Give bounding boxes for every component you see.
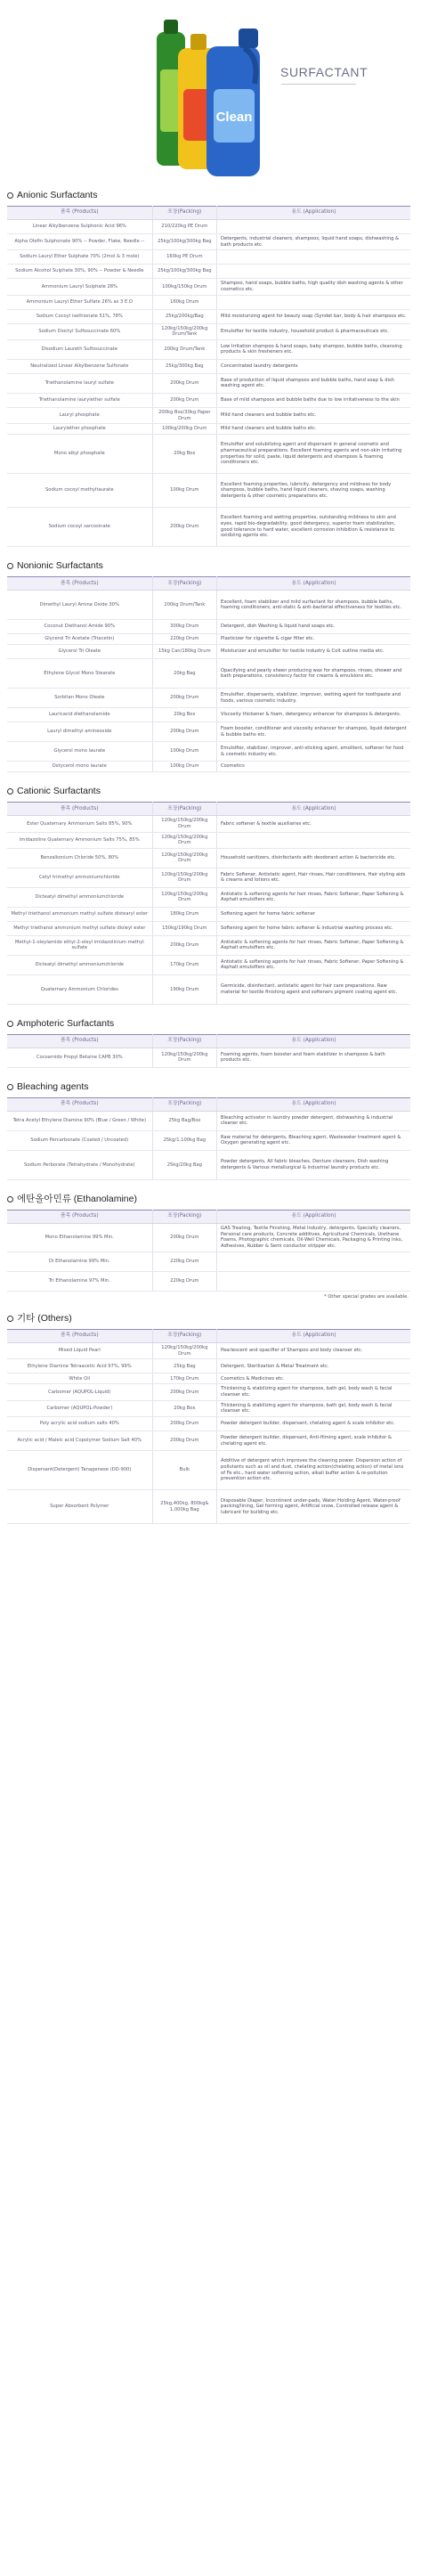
table-row <box>7 220 410 234</box>
section-title <box>7 1017 410 1031</box>
packing-info: 200kg Drum <box>152 373 216 393</box>
product-name: Methyl triethanol ammonium methyl sulfate dioleyl ester <box>7 921 152 935</box>
table-header-row <box>7 803 410 816</box>
table-row <box>7 708 410 722</box>
application-info: Foaming agents, foam booster and foam stabilizer in shampoos & bath products etc. <box>217 1048 410 1067</box>
product-name: Mono Ethanolamine 99% Min. <box>7 1223 152 1251</box>
product-name: Quaternary Ammonium Chlorides <box>7 974 152 1004</box>
product-name: Sodium Percarbonate (Coated / Uncoated) <box>7 1130 152 1150</box>
product-name: Sodium cocoyl methyltaurate <box>7 474 152 508</box>
section-title <box>7 189 410 202</box>
packing-info: 300kg Drum <box>152 620 216 634</box>
packing-info: 200kg Drum <box>152 508 216 547</box>
title-underline <box>281 84 356 85</box>
packing-info: 160kg Drum <box>152 295 216 309</box>
application-info: Viscosity thickener & foam, detergency enhancer for shampoos & detergents. <box>217 708 410 722</box>
section-title <box>7 559 410 573</box>
packing-info: 120kg/150kg/200kg Drum <box>152 868 216 887</box>
table-row <box>7 474 410 508</box>
application-info: Detergents, industrial cleaners, shampoos, liquid hand soaps, dishwashing & bath products etc. <box>217 234 410 250</box>
packing-info: 200kg Box/30kg Paper Drum <box>152 407 216 423</box>
header-products: 품목 (Products) <box>7 1034 152 1048</box>
product-name: Carbomer (AQUPOL-Liquid) <box>7 1384 152 1400</box>
application-info: Excellent foaming properties, lubricity, detergency and mildness for body shampoos, bubble baths, hand liquid cleaners, shaving soaps, washing detergents & other cosmetic preparations etc. <box>217 474 410 508</box>
table-row <box>7 620 410 634</box>
header-packing: 포장(Packing) <box>152 207 216 220</box>
hero-banner <box>0 0 421 189</box>
packing-info: 15kg Can/180kg Drum <box>152 645 216 659</box>
packing-info: 120kg/150kg/200kg Drum/Tank <box>152 323 216 339</box>
application-info: Powder detergent builder, dispersant, Anti-filming agent, scale inhibitor & chelating agent etc. <box>217 1431 410 1451</box>
application-info: Cosmetics & Medicines etc. <box>217 1374 410 1384</box>
application-info: Emulsifier, stabilizer, improver, anti-sticking agent, emollient, softener for food & cosmetic industry etc. <box>217 742 410 762</box>
product-name: Oxtycerol mono laurate <box>7 762 152 772</box>
application-info: Mild hand cleaners and bubble baths etc. <box>217 407 410 423</box>
table-row <box>7 1400 410 1416</box>
product-name: Sodium Dioctyl Sulfosuccinate 60% <box>7 323 152 339</box>
table-row <box>7 645 410 659</box>
section-title-text: Cationic Surfactants <box>17 786 101 797</box>
application-info: Moisturizer and emulsifier for textile industry & Colt outline media etc. <box>217 645 410 659</box>
application-info: Household sanitizers, disinfectants with deodorant action & bactericide etc. <box>217 848 410 868</box>
product-name: Glycerol Tri Oleate <box>7 645 152 659</box>
product-name: Lauryl phosphate <box>7 407 152 423</box>
section-title <box>7 1312 410 1325</box>
packing-info: 180kg Drum <box>152 907 216 921</box>
packing-info: 220kg Drum <box>152 634 216 645</box>
product-name: Disodium Laureth Sulfosuccinate <box>7 339 152 359</box>
table-row <box>7 742 410 762</box>
bottle-label-clean: Clean <box>215 110 253 125</box>
application-info: Low Irritation shampoo & hand soaps, baby shampoo, bubble baths, cleansing products & skin fresheners etc. <box>217 339 410 359</box>
product-table <box>7 1097 410 1180</box>
header-application: 용도 (Application) <box>217 577 410 591</box>
application-info <box>217 832 410 848</box>
table-row <box>7 1223 410 1251</box>
product-name: Ester Quaternary Ammonium Salts 85%, 90% <box>7 816 152 832</box>
section <box>7 785 410 1005</box>
table-row <box>7 359 410 373</box>
packing-info: 25kg/100kg/300kg Bag <box>152 265 216 279</box>
product-name: Mono alkyl phosphate <box>7 435 152 474</box>
table-row <box>7 234 410 250</box>
product-name: Dicteatyl dimethyl ammoniumchloride <box>7 887 152 907</box>
packing-info: 120kg/150kg/200kg Drum <box>152 1048 216 1067</box>
product-name: Imidazoline Quaternary Ammonium Salts 75%, 85% <box>7 832 152 848</box>
product-name: Sodium Cocoyl isethionate 51%, 78% <box>7 309 152 323</box>
header-application: 용도 (Application) <box>217 1330 410 1343</box>
table-row <box>7 295 410 309</box>
header-application: 용도 (Application) <box>217 1034 410 1048</box>
product-name: Coconut Diethanol Amide 90% <box>7 620 152 634</box>
packing-info: 100kg Drum <box>152 762 216 772</box>
packing-info: 100kg Drum <box>152 742 216 762</box>
table-row <box>7 339 410 359</box>
footnote: * Other special grades are available. <box>324 1293 409 1300</box>
packing-info: 170kg Drum <box>152 955 216 974</box>
table-row <box>7 1343 410 1359</box>
table-row <box>7 974 410 1004</box>
table-row <box>7 591 410 620</box>
packing-info: 200kg Drum <box>152 935 216 955</box>
application-info: Cosmetics <box>217 762 410 772</box>
application-info: Antistatic & softening agents for hair rinses, Fabric Softener, Paper Softening & Asphalt emulsifiers etc. <box>217 935 410 955</box>
section-title <box>7 1193 410 1206</box>
product-name: Sorbitan Mono Oleate <box>7 689 152 708</box>
header-products: 품목 (Products) <box>7 1330 152 1343</box>
product-name: Ethylene Diamine Tetraacetic Acid 97%, 99% <box>7 1359 152 1374</box>
table-row <box>7 1251 410 1271</box>
packing-info: 200kg Drum <box>152 1223 216 1251</box>
application-info: Powder detergents, All fabric bleaches, Denture cleansers, Dish washing detergents & Various metallurgical & industrial laundry products etc. <box>217 1150 410 1179</box>
packing-info: 200kg Drum/Tank <box>152 339 216 359</box>
header-products: 품목 (Products) <box>7 207 152 220</box>
product-name: Ethylene Glycol Mono Stearate <box>7 659 152 689</box>
application-info: Shampoo, hand soaps, bubble baths, high quality dish washing agents & other cosmetics etc. <box>217 279 410 295</box>
product-name: Glycerol mono laurate <box>7 742 152 762</box>
section-title-text: Anionic Surfactants <box>17 189 98 200</box>
section-title <box>7 1080 410 1094</box>
table-row <box>7 393 410 407</box>
header-application: 용도 (Application) <box>217 803 410 816</box>
product-name: Ammonium Lauryl Sulphate 28% <box>7 279 152 295</box>
page-title: SURFACTANT <box>280 65 368 79</box>
packing-info: 100kg Drum <box>152 474 216 508</box>
table-header-row <box>7 207 410 220</box>
packing-info: 25kg/1,100kg Bag <box>152 1130 216 1150</box>
product-table <box>7 1210 410 1292</box>
product-name: Sodium Perborate (Tetrahydrate / Monohydrate) <box>7 1150 152 1179</box>
circle-bullet-icon <box>7 1084 13 1090</box>
packing-info: 25kg/100kg/300kg Bag <box>152 234 216 250</box>
application-info: Additive of detergent which improves the cleaning power. Dispersion action of pollutants such as oil and dust, chelating action(chelating action) of metal ions of Fe etc., hard water softening action, alkali buffer action & re-pollution prevention action etc. <box>217 1451 410 1490</box>
packing-info: 200kg Drum <box>152 689 216 708</box>
packing-info: 20kg Box <box>152 435 216 474</box>
section-title-text: Bleaching agents <box>17 1080 89 1092</box>
product-name: Ammonium Lauryl Ether Sulfate 26% as 3 E.O <box>7 295 152 309</box>
table-row <box>7 762 410 772</box>
packing-info: 200kg Drum <box>152 1417 216 1431</box>
header-packing: 포장(Packing) <box>152 1034 216 1048</box>
header-packing: 포장(Packing) <box>152 1330 216 1343</box>
packing-info: 190kg Drum <box>152 974 216 1004</box>
packing-info: 100kg/200kg Drum <box>152 424 216 435</box>
table-row <box>7 848 410 868</box>
product-table <box>7 1034 410 1068</box>
product-name: Super Absorbent Polymer <box>7 1490 152 1524</box>
packing-info: 25kg Bag/Box <box>152 1111 216 1130</box>
table-row <box>7 1490 410 1524</box>
product-table <box>7 206 410 547</box>
header-packing: 포장(Packing) <box>152 577 216 591</box>
product-name: Triethanolamine laurylether sulfate <box>7 393 152 407</box>
product-name: Laurylether phosphate <box>7 424 152 435</box>
product-name: Dispersant(Detergent) Tanagenese (DD-900) <box>7 1451 152 1490</box>
table-header-row <box>7 1330 410 1343</box>
application-info: Raw material for detergents, Bleaching agent, Wastewater treatment agent & Oxygen generating agent etc. <box>217 1130 410 1150</box>
product-name: Dimethyl Lauryl Amine Oxide 30% <box>7 591 152 620</box>
table-row <box>7 1150 410 1179</box>
application-info: Pearlescent and opacifier of Shampoo and body cleanser etc. <box>217 1343 410 1359</box>
product-name: Triethanolamine lauryl sulfate <box>7 373 152 393</box>
product-name: Lauryl dimethyl amineoxide <box>7 722 152 742</box>
product-name: Alpha Olefin Sulphonate 90% -- Powder, Flake, Needle -- <box>7 234 152 250</box>
application-info: Fabric Softener, Antistatic agent, Hair rinses, Hair conditioners, Hair styling aids & creams and lotions etc. <box>217 868 410 887</box>
product-name: Mixed Liquid Pearl <box>7 1343 152 1359</box>
circle-bullet-icon <box>7 1196 13 1202</box>
section <box>7 1312 410 1524</box>
packing-info: 120kg/150kg/200kg Drum <box>152 887 216 907</box>
header-packing: 포장(Packing) <box>152 1097 216 1111</box>
table-row <box>7 1451 410 1490</box>
application-info: Powder detergent builder, dispersant, chelating agent & scale inhibitor etc. <box>217 1417 410 1431</box>
product-name: Poly acrylic acid sodium salts 40% <box>7 1417 152 1431</box>
application-info: Mild moisturizing agent for beauty soap (Syndet bar, body & hair shampoos etc. <box>217 309 410 323</box>
circle-bullet-icon <box>7 1021 13 1027</box>
table-row <box>7 921 410 935</box>
product-name: Di Ethanolamine 99% Min. <box>7 1251 152 1271</box>
application-info: Detergent, Sterilization & Metal Treatment etc. <box>217 1359 410 1374</box>
packing-info: 100kg/150kg Drum <box>152 279 216 295</box>
product-name: Methyl-1-oleylamido ethyl-2-oleyl imidazolinium methyl sulfate <box>7 935 152 955</box>
packing-info: 25kg/20kg Bag <box>152 1150 216 1179</box>
packing-info: 25kg Bag <box>152 1359 216 1374</box>
section <box>7 1080 410 1180</box>
application-info <box>217 265 410 279</box>
application-info: Foam booster, conditioner and viscosity enhancer for shampoo, liquid detergent & bubble baths etc. <box>217 722 410 742</box>
table-row <box>7 1111 410 1130</box>
product-name: Sodium Lauryl Ether Sulphate 70% (2mol & 3 mole) <box>7 250 152 265</box>
detergent-bottles-image <box>151 7 276 185</box>
application-info: Emulsifier and solubilizing agent and dispersant in general cosmetic and pharmaceutical preparations. Excellent foaming agents and non-skin irritating properties for solid, paste, liquid detergents and shampoos & foaming conditioners etc. <box>217 435 410 474</box>
packing-info: 120kg/150kg/200kg Drum <box>152 1343 216 1359</box>
packing-info: 220kg Drum <box>152 1251 216 1271</box>
table-header-row <box>7 1034 410 1048</box>
table-row <box>7 373 410 393</box>
table-row <box>7 1048 410 1067</box>
table-header-row <box>7 1097 410 1111</box>
section-title <box>7 785 410 798</box>
table-header-row <box>7 1210 410 1223</box>
application-info: Thickening & stabilizing agent for shampoos, bath gel, body wash & facial cleanser etc. <box>217 1400 410 1416</box>
application-info <box>217 1251 410 1271</box>
table-row <box>7 816 410 832</box>
product-name: Sodium Alcohol Sulphate 30%, 90% -- Powder & Needle <box>7 265 152 279</box>
application-info: Base of mild shampoos and bubble baths due to low irritativeness to the skin <box>217 393 410 407</box>
circle-bullet-icon <box>7 563 13 569</box>
application-info: Softening agent for home fabric softener <box>217 907 410 921</box>
section-title-text: 기타 (Others) <box>17 1312 72 1324</box>
packing-info: 200kg Drum <box>152 1384 216 1400</box>
application-info: Germicide, disinfectant, antistatic agent for hair care preparations. Raw material for textile finishing agent and softeners pigment coating agent etc. <box>217 974 410 1004</box>
table-row <box>7 407 410 423</box>
table-row <box>7 659 410 689</box>
application-info: Detergent, dish Washing & liquid hand soaps etc. <box>217 620 410 634</box>
packing-info: 20kg Box <box>152 1400 216 1416</box>
application-info <box>217 250 410 265</box>
application-info <box>217 295 410 309</box>
packing-info: 200kg Drum/Tank <box>152 591 216 620</box>
table-row <box>7 508 410 547</box>
packing-info: 200kg Drum <box>152 393 216 407</box>
product-name: Cetyl trimethyl ammoniumchloride <box>7 868 152 887</box>
product-name: Carbomer (AQUPOL-Powder) <box>7 1400 152 1416</box>
packing-info: 150kg/190kg Drum <box>152 921 216 935</box>
packing-info: 160kg PE Drum <box>152 250 216 265</box>
product-name: Lauricacid diethanolamide <box>7 708 152 722</box>
application-info: Thickening & stabilizing agent for shampoos, bath gel, body wash & facial cleanser etc. <box>217 1384 410 1400</box>
header-application: 용도 (Application) <box>217 1210 410 1223</box>
application-info <box>217 1271 410 1291</box>
packing-info: 25kg,400kg, 800kg& 1,000kg Bag <box>152 1490 216 1524</box>
application-info: Concentrated laundry detergents <box>217 359 410 373</box>
header-products: 품목 (Products) <box>7 803 152 816</box>
packing-info: 210/220kg PE Drum <box>152 220 216 234</box>
application-info: Base of production of liquid shampoos and bubble baths, hand soap & dish washing agent etc. <box>217 373 410 393</box>
table-row <box>7 955 410 974</box>
circle-bullet-icon <box>7 192 13 199</box>
circle-bullet-icon <box>7 788 13 795</box>
table-row <box>7 907 410 921</box>
application-info: Excellent, foam stabilizer and mild surfactant for shampoos, bubble baths, foaming conditioners, anti-static & anti-bacterial effectiveness for textiles etc. <box>217 591 410 620</box>
table-row <box>7 1374 410 1384</box>
application-info: Excellent foaming and wetting properties, outstanding mildness to skin and eyes, rapid bio-degradability, good detergency, superior foam stabilization, good tolerance to hard water, excellent corrosion inhibition & resistance to oxidizing agents etc. <box>217 508 410 547</box>
application-info <box>217 220 410 234</box>
application-info: Antistatic & softening agents for hair rinses, Fabric Softener, Paper Softening & Asphalt emulsifiers etc. <box>217 887 410 907</box>
table-row <box>7 279 410 295</box>
section-title-text: Nonionic Surfactants <box>17 560 103 572</box>
packing-info: 120kg/150kg/200kg Drum <box>152 848 216 868</box>
table-row <box>7 1359 410 1374</box>
section-title-text: Amphoteric Surfactants <box>17 1017 115 1029</box>
application-info: Emulsifier for textile industry, household product & pharmaceuticals etc. <box>217 323 410 339</box>
packing-info: 220kg Drum <box>152 1271 216 1291</box>
application-info: Emulsifier, dispersants, stabilizer, improver, wetting agent for toothpaste and foods, various cosmetic industry. <box>217 689 410 708</box>
product-table <box>7 576 410 772</box>
product-name: Acrylic acid / Maleic acid Copolymer Sodium Salt 40% <box>7 1431 152 1451</box>
product-name: Benzalkonium Chloride 50%, 80% <box>7 848 152 868</box>
packing-info: 25kg/300kg Bag <box>152 359 216 373</box>
product-name: Neutralized Linear Alkylbenzene Sulfonate <box>7 359 152 373</box>
product-table <box>7 1329 410 1524</box>
application-info: Bleaching activator in laundry powder detergent, dishwashing & industrial cleaner etc. <box>217 1111 410 1130</box>
product-name: Glycerol Tri Acetate (Triacetin) <box>7 634 152 645</box>
application-info: Opacifying and pearly sheen producing wax for shampoos, rinses, shower and bath preparations, consistency factor for creams & emulsions etc. <box>217 659 410 689</box>
table-row <box>7 832 410 848</box>
packing-info: 120kg/150kg/200kg Drum <box>152 816 216 832</box>
section <box>7 559 410 772</box>
header-products: 품목 (Products) <box>7 1097 152 1111</box>
table-row <box>7 1130 410 1150</box>
product-name: Cocoamido Propyl Betaine CAPB 30% <box>7 1048 152 1067</box>
section <box>7 1017 410 1068</box>
packing-info: 170kg Drum <box>152 1374 216 1384</box>
table-row <box>7 1417 410 1431</box>
packing-info: 200kg Drum <box>152 1431 216 1451</box>
packing-info: 25kg/200kg/Bag <box>152 309 216 323</box>
table-row <box>7 323 410 339</box>
product-name: Methyl triethanol ammonium methyl sulfate distearyl ester <box>7 907 152 921</box>
packing-info: 20kg Bag <box>152 659 216 689</box>
header-packing: 포장(Packing) <box>152 1210 216 1223</box>
table-row <box>7 435 410 474</box>
product-name: Linear Alkylbenzene Sulphonic Acid 96% <box>7 220 152 234</box>
product-name: Tetra Acetyl Ethylene Diamine 90% (Blue / Green / White) <box>7 1111 152 1130</box>
table-row <box>7 250 410 265</box>
packing-info: 20kg Box <box>152 708 216 722</box>
packing-info: 200kg Drum <box>152 722 216 742</box>
application-info: Fabric softener & textile auxiliaries etc. <box>217 816 410 832</box>
application-info: Antistatic & softening agents for hair rinses, Fabric Softener, Paper Softening & Asphalt emulsifiers etc. <box>217 955 410 974</box>
table-row <box>7 424 410 435</box>
table-row <box>7 1384 410 1400</box>
table-row <box>7 887 410 907</box>
table-row <box>7 309 410 323</box>
table-row <box>7 935 410 955</box>
header-application: 용도 (Application) <box>217 1097 410 1111</box>
application-info: Softening agent for home fabric softener & industrial washing process etc. <box>217 921 410 935</box>
section-title-text: 에탄올아민류 (Ethanolamine) <box>17 1193 137 1204</box>
application-info: GAS Treating, Textile Finishing, Metal Industry, detergents, Specialty cleaners, Personal care products, Concrete additives, Agricultural Chemicals, Urethane Foams, Photographic chemicals, Oil-Well Chemicals, Packaging & Printing Inks, Adhesives, Rubber & Semi conductor stripper etc. <box>217 1223 410 1251</box>
packing-info: Bulk <box>152 1451 216 1490</box>
circle-bullet-icon <box>7 1316 13 1322</box>
product-table <box>7 802 410 1005</box>
table-row <box>7 689 410 708</box>
application-info: Mild hand cleaners and bubble baths etc. <box>217 424 410 435</box>
product-name: Dicteatyl dimethyl ammoniumchloride <box>7 955 152 974</box>
product-name: Sodium cocoyl sarcosinate <box>7 508 152 547</box>
application-info: Disposable Diaper, Incontinent under-pads, Water Holding Agent, Water-proof packing/lining, Gel forming agent, Artificial snow, Controlled release agent & lubricant for building etc. <box>217 1490 410 1524</box>
table-header-row <box>7 577 410 591</box>
header-products: 품목 (Products) <box>7 1210 152 1223</box>
header-products: 품목 (Products) <box>7 577 152 591</box>
header-application: 용도 (Application) <box>217 207 410 220</box>
table-row <box>7 265 410 279</box>
product-name: White Oil <box>7 1374 152 1384</box>
table-row <box>7 1431 410 1451</box>
application-info: Plasticizer for cigarette & cigar filter etc. <box>217 634 410 645</box>
section <box>7 189 410 547</box>
table-row <box>7 868 410 887</box>
packing-info: 120kg/150kg/200kg Drum <box>152 832 216 848</box>
product-sections <box>0 189 421 1524</box>
table-row <box>7 1271 410 1291</box>
product-name: Tri Ethanolamine 97% Min. <box>7 1271 152 1291</box>
section <box>7 1193 410 1300</box>
header-packing: 포장(Packing) <box>152 803 216 816</box>
table-row <box>7 634 410 645</box>
table-row <box>7 722 410 742</box>
